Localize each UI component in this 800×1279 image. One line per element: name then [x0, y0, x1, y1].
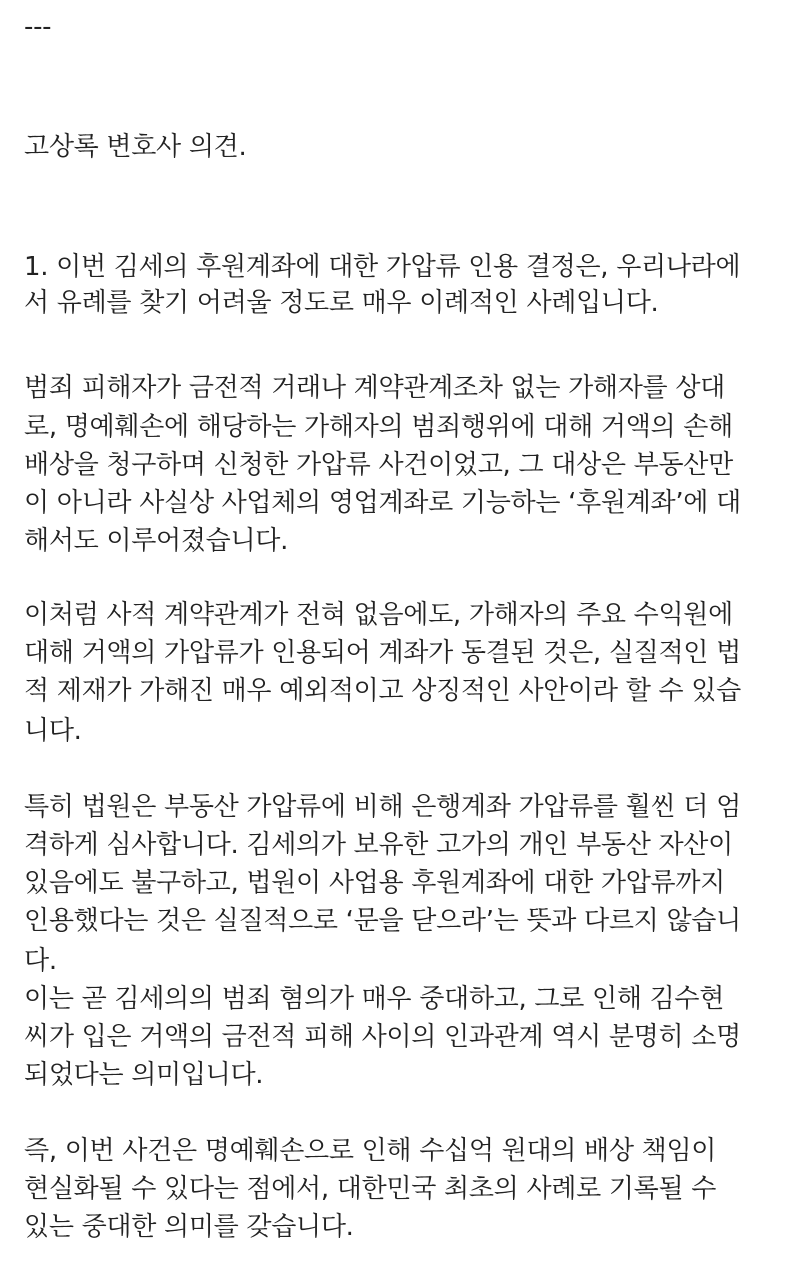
paragraph-3-line-1: 이처럼 사적 계약관계가 전혀 없음에도, 가해자의 주요 수익원에 [24, 600, 733, 630]
paragraph-4-line-4: 인용했다는 것은 실질적으로 ‘문을 닫으라’는 뜻과 다르지 않습니 [24, 906, 741, 936]
paragraph-4-line-5: 다. [24, 946, 57, 976]
paragraph-5-line-1: 즉, 이번 사건은 명예훼손으로 인해 수십억 원대의 배상 책임이 [24, 1136, 717, 1166]
paragraph-3-line-3: 적 제재가 가해진 매우 예외적이고 상징적인 사안이라 할 수 있습 [24, 676, 741, 706]
paragraph-4-line-3: 있음에도 불구하고, 법원이 사업용 후원계좌에 대한 가압류까지 [24, 868, 725, 898]
paragraph-2-line-3: 배상을 청구하며 신청한 가압류 사건이었고, 그 대상은 부동산만 [24, 450, 733, 480]
paragraph-4-line-6: 이는 곧 김세의의 범죄 혐의가 매우 중대하고, 그로 인해 김수현 [24, 984, 725, 1014]
paragraph-1-line-1: 1. 이번 김세의 후원계좌에 대한 가압류 인용 결정은, 우리나라에 [24, 252, 741, 282]
paragraph-4-line-8: 되었다는 의미입니다. [24, 1060, 264, 1090]
paragraph-2-line-2: 로, 명예훼손에 해당하는 가해자의 범죄행위에 대해 거액의 손해 [24, 412, 733, 442]
separator-line: --- [24, 12, 52, 42]
paragraph-5-line-3: 있는 중대한 의미를 갖습니다. [24, 1212, 354, 1242]
paragraph-3-line-2: 대해 거액의 가압류가 인용되어 계좌가 동결된 것은, 실질적인 법 [24, 638, 741, 668]
paragraph-4-line-7: 씨가 입은 거액의 금전적 피해 사이의 인과관계 역시 분명히 소명 [24, 1022, 741, 1052]
document-heading: 고상록 변호사 의견. [24, 132, 247, 162]
paragraph-1-line-2: 서 유례를 찾기 어려울 정도로 매우 이례적인 사례입니다. [24, 288, 659, 318]
paragraph-5-line-2: 현실화될 수 있다는 점에서, 대한민국 최초의 사례로 기록될 수 [24, 1174, 717, 1204]
paragraph-4-line-2: 격하게 심사합니다. 김세의가 보유한 고가의 개인 부동산 자산이 [24, 830, 733, 860]
paragraph-2-line-1: 범죄 피해자가 금전적 거래나 계약관계조차 없는 가해자를 상대 [24, 373, 725, 403]
paragraph-4-line-1: 특히 법원은 부동산 가압류에 비해 은행계좌 가압류를 훨씬 더 엄 [24, 792, 741, 822]
paragraph-2-line-4: 이 아니라 사실상 사업체의 영업계좌로 기능하는 ‘후원계좌’에 대 [24, 488, 741, 518]
paragraph-2-line-5: 해서도 이루어졌습니다. [24, 526, 289, 556]
paragraph-3-line-4: 니다. [24, 716, 82, 746]
